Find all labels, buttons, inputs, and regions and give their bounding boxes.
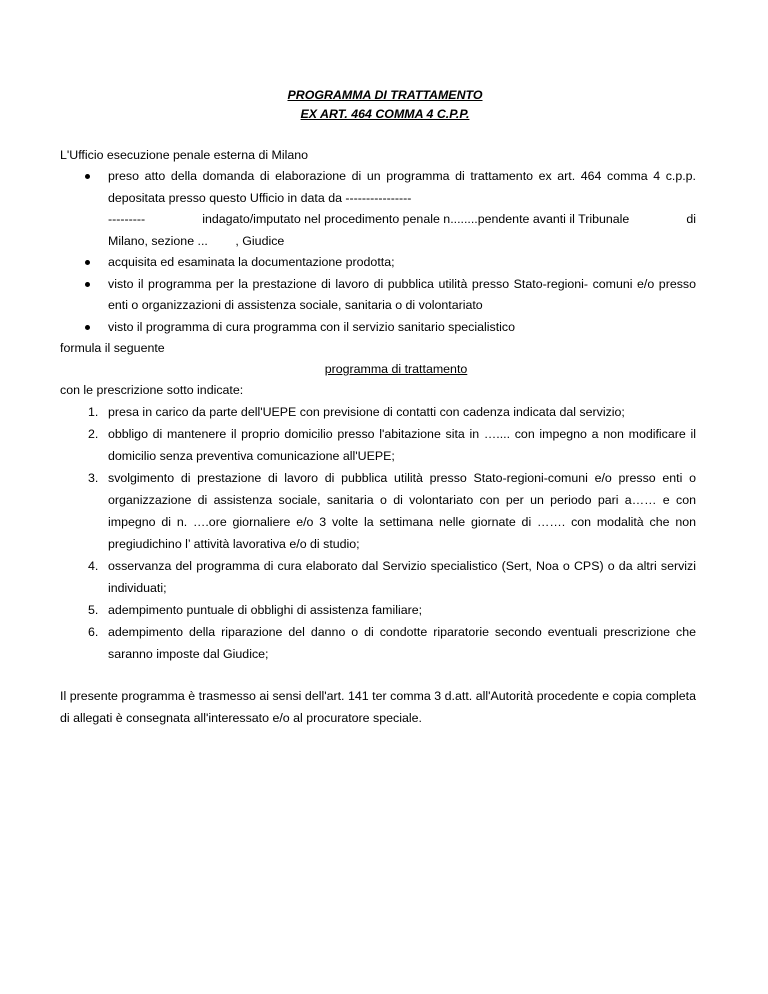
premise-item-4	[60, 317, 696, 339]
prescription-number: 2.	[88, 427, 99, 441]
document-page	[60, 86, 696, 729]
document-title: PROGRAMMA DI TRATTAMENTO	[287, 88, 483, 102]
prescription-item	[60, 467, 696, 555]
premise-item-3	[60, 274, 696, 317]
document-subtitle: EX ART. 464 COMMA 4 C.P.P.	[300, 107, 470, 121]
intro-line: L'Ufficio esecuzione penale esterna di Milano	[60, 148, 309, 162]
prescription-number: 3.	[88, 471, 99, 485]
formula-line: formula il seguente	[60, 341, 165, 355]
prescription-number: 4.	[88, 559, 99, 573]
prescription-number: 6.	[88, 625, 99, 639]
prescription-item	[60, 401, 696, 423]
premise-text-3: visto il programma per la prestazione di lavoro di pubblica utilità presso Stato-regioni- comuni e/o presso enti o organizzazioni di assistenza sociale, sanitaria o di volontariato	[108, 276, 696, 312]
bullet-icon	[85, 260, 90, 265]
prescription-number: 5.	[88, 603, 99, 617]
premise-court: Milano, sezione ... , Giudice	[108, 233, 285, 248]
premise-item-2	[60, 252, 696, 274]
bullet-icon	[85, 325, 90, 330]
prescription-text: obbligo di mantenere il proprio domicilio presso l'abitazione sita in ….... con impegno a non modificare il domicilio senza preventiva comunicazione all'UEPE;	[108, 427, 696, 463]
premises-list	[60, 166, 696, 338]
premise-fill-row	[108, 209, 696, 231]
premise-text-2: acquisita ed esaminata la documentazione prodotta;	[108, 255, 395, 269]
premise-item-1	[60, 166, 696, 252]
prescription-text: osservanza del programma di cura elaborato dal Servizio specialistico (Sert, Noa o CPS) o da altri servizi individuati;	[108, 559, 696, 595]
program-heading: programma di trattamento	[324, 362, 468, 376]
premise-text-1: preso atto della domanda di elaborazione di un programma di trattamento ex art. 464 comma 4 c.p.p. depositata presso questo Ufficio in data da ----------------	[108, 169, 696, 205]
bullet-icon	[85, 282, 90, 287]
prescription-text: svolgimento di prestazione di lavoro di pubblica utilità presso Stato-regioni-comuni e/o presso enti o organizzazione di assistenza sociale, sanitaria o di volontariato con per un periodo pari a…… e con impegno di n. ….ore giornaliere e/o 3 volte la settimana nelle giornate di ……. con modalità che non pregiudichino l’ attività lavorativa e/o di studio;	[108, 471, 696, 551]
prescription-number: 1.	[88, 405, 99, 419]
prescription-text: adempimento della riparazione del danno o di condotte riparatorie secondo eventuali prescrizione che saranno imposte dal Giudice;	[108, 625, 696, 661]
prescription-item	[60, 621, 696, 665]
fill-procedure: indagato/imputato nel procedimento penale n........pendente avanti il Tribunale	[202, 212, 630, 226]
bullet-icon	[85, 174, 90, 179]
prescription-item	[60, 599, 696, 621]
prescription-text: presa in carico da parte dell'UEPE con previsione di contatti con cadenza indicata dal servizio;	[108, 405, 625, 419]
spacer	[60, 665, 696, 685]
prescriptions-list	[60, 401, 696, 665]
premise-text-4: visto il programma di cura programma con il servizio sanitario specialistico	[108, 319, 515, 334]
prescription-item	[60, 555, 696, 599]
closing-paragraph: Il presente programma è trasmesso ai sensi dell'art. 141 ter comma 3 d.att. all'Autorità procedente e copia completa di allegati è consegnata all'interessato e/o al procuratore speciale.	[60, 689, 696, 725]
prescription-text: adempimento puntuale di obblighi di assistenza familiare;	[108, 603, 423, 617]
prescriptions-intro: con le prescrizione sotto indicate:	[60, 383, 244, 397]
spacer	[60, 124, 696, 145]
prescription-item	[60, 423, 696, 467]
fill-di: di	[686, 212, 696, 226]
fill-dashes: ---------	[108, 212, 146, 226]
